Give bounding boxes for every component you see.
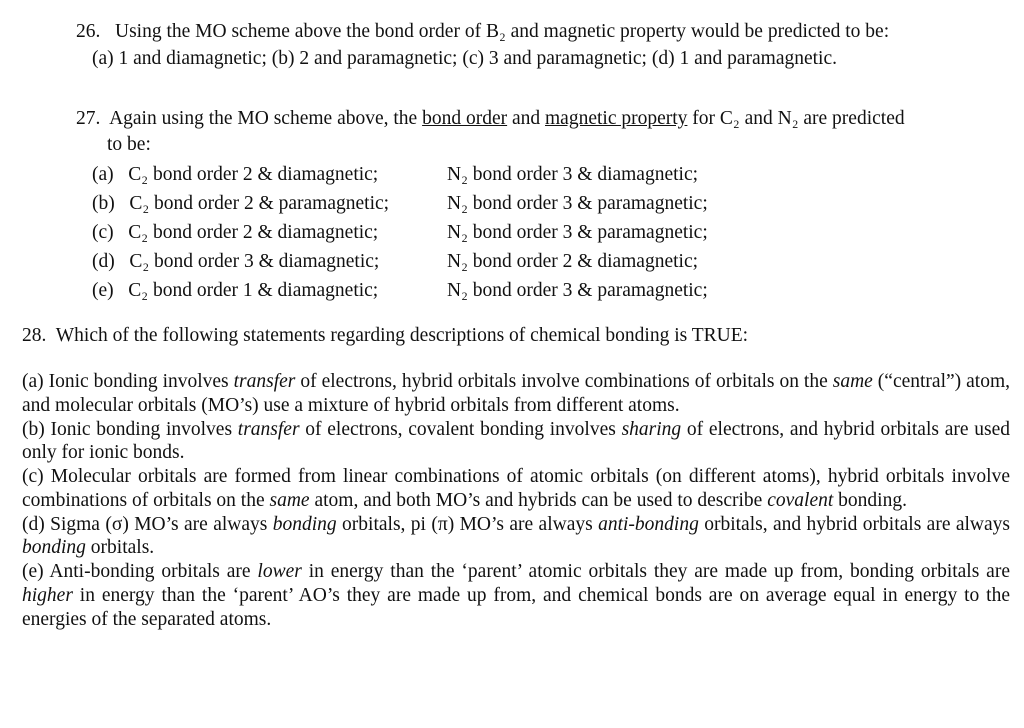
underlined-term: magnetic property — [545, 108, 688, 129]
option-e: (e) Anti-bonding orbitals are lower in energy than the ‘parent’ atomic orbitals they are made up from, bonding orbitals are higher in energy than the ‘parent’ AO’s they are made up from, and chemical bonds are on average equal in energy to the energies of the separated atoms. — [22, 561, 1010, 630]
question-text: Using the MO scheme above the bond order of B₂ and magnetic property would be predicted to be: — [115, 21, 890, 42]
question-text: Which of the following statements regarding descriptions of chemical bonding is TRUE: — [55, 325, 749, 346]
question-number: 27. — [76, 108, 101, 129]
option-b: (b) Ionic bonding involves transfer of electrons, covalent bonding involves sharing of electrons, and hybrid orbitals are used only for ionic bonds. — [22, 418, 1010, 464]
question-26-stem — [76, 20, 889, 44]
option-n2: N₂ bond order 3 & diamagnetic; — [447, 164, 699, 185]
option-n2: N₂ bond order 3 & paramagnetic; — [447, 193, 708, 214]
option-n2: N₂ bond order 3 & paramagnetic; — [447, 280, 708, 301]
question-28-options — [22, 370, 1010, 632]
option-row: (a) C₂ bond order 2 & diamagnetic; — [92, 164, 379, 185]
question-28-stem — [22, 324, 748, 348]
option-row: (d) C₂ bond order 3 & diamagnetic; — [92, 251, 380, 272]
question-number: 28. — [22, 325, 47, 346]
option-d: (d) Sigma (σ) MO’s are always bonding orbitals, pi (π) MO’s are always anti-bonding orbitals, and hybrid orbitals are always bonding orbitals. — [22, 513, 1011, 559]
option-row: (c) C₂ bond order 2 & diamagnetic; — [92, 222, 379, 243]
option-n2: N₂ bond order 2 & diamagnetic; — [447, 251, 699, 272]
option-row: (e) C₂ bond order 1 & diamagnetic; — [92, 280, 379, 301]
question-number: 26. — [76, 21, 101, 42]
option-c: (c) Molecular orbitals are formed from linear combinations of atomic orbitals (on different atoms), hybrid orbitals involve combinations of orbitals on the same atom, and both MO’s and hybrids can be used to describe covalent bonding. — [22, 466, 1010, 511]
option-n2: N₂ bond order 3 & paramagnetic; — [447, 222, 708, 243]
option-a: (a) Ionic bonding involves transfer of electrons, hybrid orbitals involve combinations of orbitals on the same (“central”) atom, and molecular orbitals (MO’s) use a mixture of hybrid orbitals from different atoms. — [22, 371, 1010, 416]
question-26-options: (a) 1 and diamagnetic; (b) 2 and paramagnetic; (c) 3 and paramagnetic; (d) 1 and paramagnetic. — [92, 48, 837, 69]
question-27-stem-cont: to be: — [107, 134, 151, 155]
question-27-stem: 27. Again using the MO scheme above, the bond order and magnetic property for C₂ and N₂ are predicted — [76, 108, 905, 129]
underlined-term: bond order — [422, 108, 508, 129]
option-row: (b) C₂ bond order 2 & paramagnetic; — [92, 193, 390, 214]
